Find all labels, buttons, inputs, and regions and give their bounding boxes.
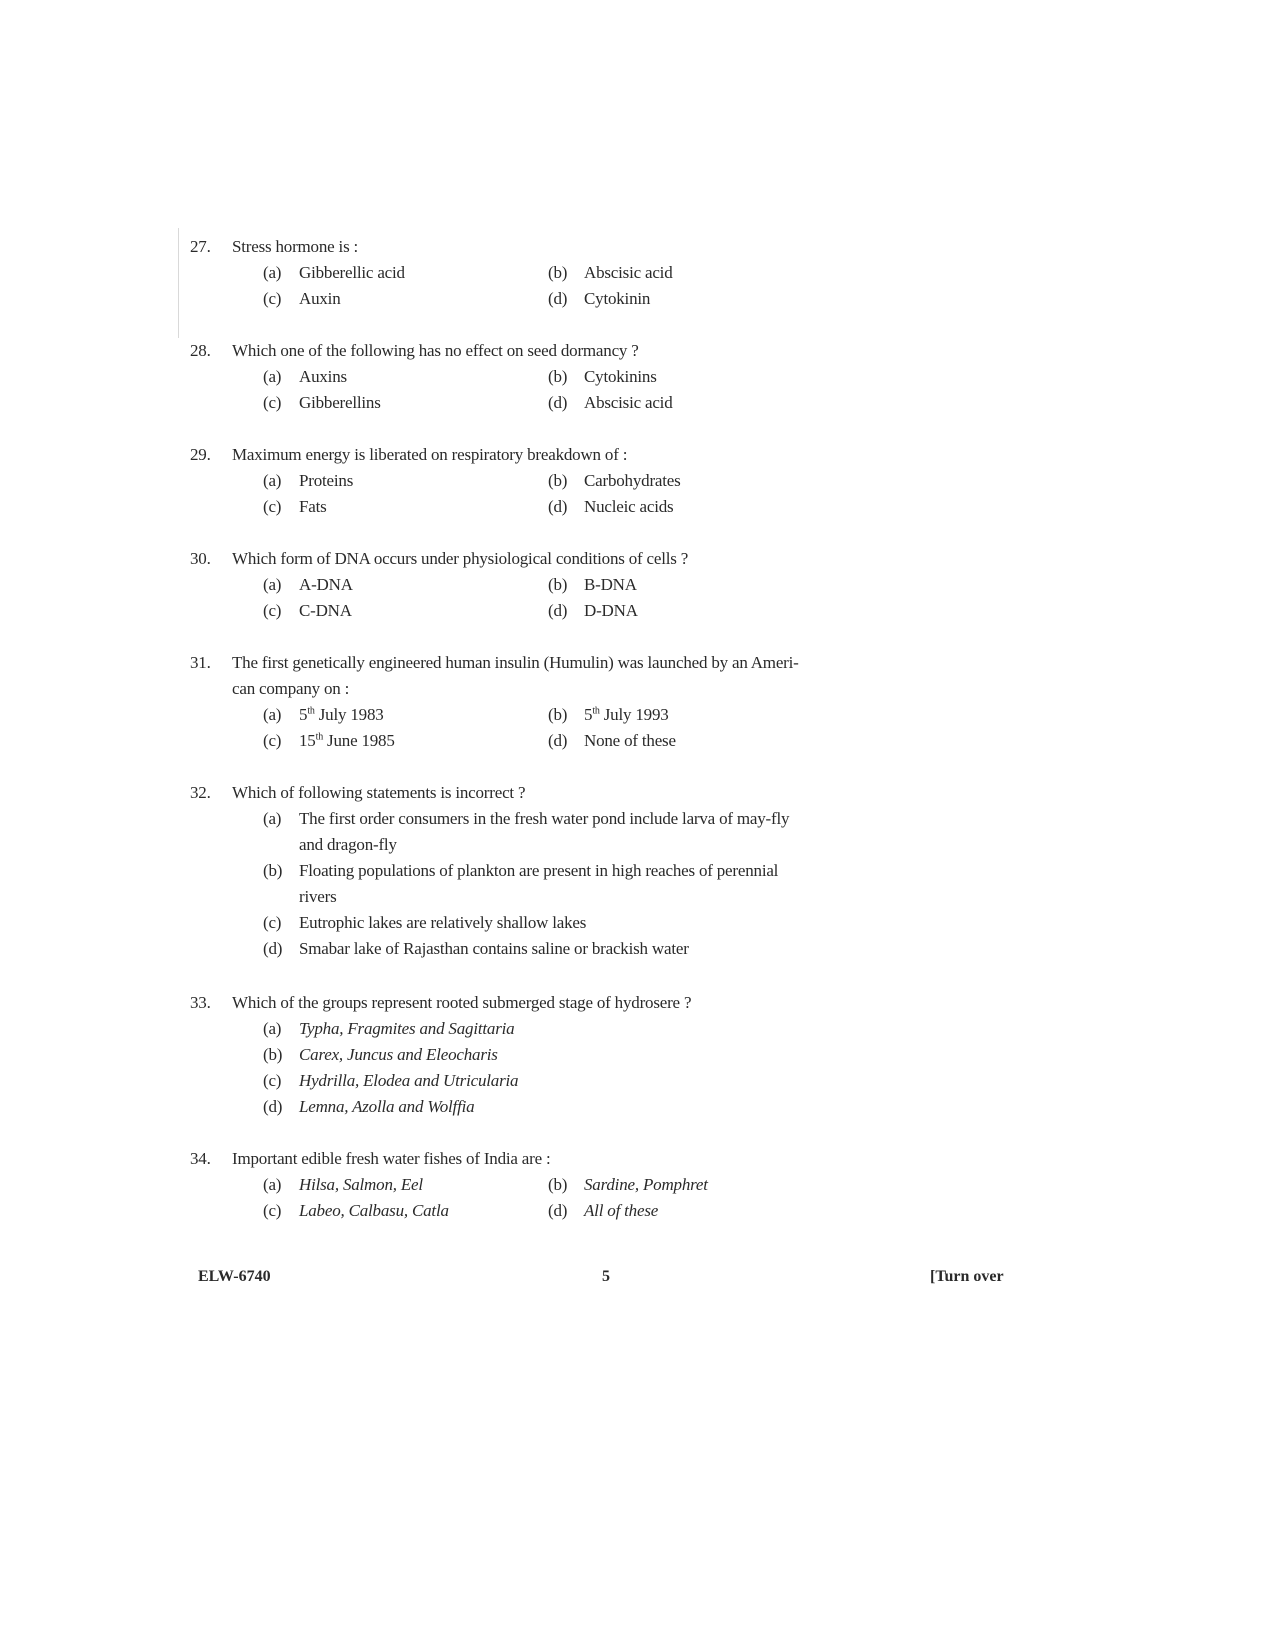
option-label: (d) bbox=[548, 731, 568, 750]
option-label: (b) bbox=[263, 1045, 283, 1064]
options bbox=[263, 702, 1050, 754]
option-label: (a) bbox=[263, 575, 282, 594]
option-text: Carbohydrates bbox=[584, 471, 681, 490]
question-number: 32. bbox=[190, 783, 211, 802]
option-label: (b) bbox=[263, 861, 283, 880]
option-a bbox=[263, 806, 823, 858]
options bbox=[263, 468, 1050, 520]
option-a bbox=[263, 572, 548, 598]
question-text: Maximum energy is liberated on respiratory breakdown of : bbox=[232, 445, 628, 464]
page-number: 5 bbox=[602, 1268, 610, 1285]
option-text: None of these bbox=[584, 731, 676, 750]
option-label: (a) bbox=[263, 367, 282, 386]
option-text: Floating populations of plankton are present in high reaches of perennial rivers bbox=[299, 861, 779, 906]
question-31 bbox=[190, 650, 1050, 754]
option-c bbox=[263, 910, 823, 936]
option-b bbox=[548, 1172, 833, 1198]
question-number: 31. bbox=[190, 653, 211, 672]
question-29 bbox=[190, 442, 1050, 520]
option-a bbox=[263, 1172, 548, 1198]
option-label: (d) bbox=[263, 1097, 283, 1116]
scan-margin-line bbox=[178, 228, 179, 338]
option-label: (c) bbox=[263, 601, 282, 620]
options bbox=[263, 806, 823, 962]
option-b bbox=[263, 1042, 823, 1068]
option-text: The first order consumers in the fresh water pond include larva of may-fly and dragon-fly bbox=[299, 809, 790, 854]
option-d bbox=[263, 936, 823, 962]
question-33 bbox=[190, 990, 1050, 1120]
option-text: Carex, Juncus and Eleocharis bbox=[299, 1045, 498, 1064]
option-c bbox=[263, 286, 548, 312]
option-text: B-DNA bbox=[584, 575, 637, 594]
option-a bbox=[263, 468, 548, 494]
option-text: Sardine, Pomphret bbox=[584, 1175, 708, 1194]
question-number: 28. bbox=[190, 341, 211, 360]
option-text: Eutrophic lakes are relatively shallow lakes bbox=[299, 913, 587, 932]
option-text: C-DNA bbox=[299, 601, 352, 620]
option-label: (b) bbox=[548, 367, 568, 386]
option-label: (b) bbox=[548, 263, 568, 282]
option-text: Auxins bbox=[299, 367, 347, 386]
option-d bbox=[548, 390, 833, 416]
option-label: (c) bbox=[263, 289, 282, 308]
option-text: D-DNA bbox=[584, 601, 638, 620]
option-label: (d) bbox=[548, 289, 568, 308]
option-label: (d) bbox=[263, 939, 283, 958]
option-text: Abscisic acid bbox=[584, 393, 673, 412]
option-label: (a) bbox=[263, 1019, 282, 1038]
option-a bbox=[263, 702, 548, 728]
option-label: (c) bbox=[263, 1201, 282, 1220]
option-label: (b) bbox=[548, 1175, 568, 1194]
turn-over-note: [Turn over bbox=[930, 1268, 1004, 1285]
option-text: Hydrilla, Elodea and Utricularia bbox=[299, 1071, 519, 1090]
option-text: Gibberellins bbox=[299, 393, 381, 412]
question-text: Which form of DNA occurs under physiological conditions of cells ? bbox=[232, 549, 689, 568]
option-label: (a) bbox=[263, 1175, 282, 1194]
question-number: 33. bbox=[190, 993, 211, 1012]
question-number: 27. bbox=[190, 237, 211, 256]
option-label: (a) bbox=[263, 705, 282, 724]
option-label: (d) bbox=[548, 497, 568, 516]
options bbox=[263, 260, 1050, 312]
option-label: (c) bbox=[263, 497, 282, 516]
option-label: (c) bbox=[263, 393, 282, 412]
question-34 bbox=[190, 1146, 1050, 1224]
question-text: Which one of the following has no effect on seed dormancy ? bbox=[232, 341, 639, 360]
options bbox=[263, 1172, 1050, 1224]
option-text: Gibberellic acid bbox=[299, 263, 405, 282]
option-d bbox=[263, 1094, 823, 1120]
option-label: (a) bbox=[263, 809, 282, 828]
option-text: Auxin bbox=[299, 289, 341, 308]
option-a bbox=[263, 1016, 823, 1042]
option-b bbox=[548, 364, 833, 390]
question-27 bbox=[190, 234, 1050, 312]
option-d bbox=[548, 286, 833, 312]
option-label: (d) bbox=[548, 601, 568, 620]
question-text-line-2: can company on : bbox=[232, 679, 350, 698]
option-label: (c) bbox=[263, 731, 282, 750]
question-text: Important edible fresh water fishes of India are : bbox=[232, 1149, 551, 1168]
option-d bbox=[548, 494, 833, 520]
option-text: 5th July 1993 bbox=[584, 705, 669, 724]
option-c bbox=[263, 494, 548, 520]
option-text: Fats bbox=[299, 497, 327, 516]
option-label: (a) bbox=[263, 471, 282, 490]
option-c bbox=[263, 390, 548, 416]
option-text: All of these bbox=[584, 1201, 659, 1220]
options bbox=[263, 1016, 823, 1120]
option-c bbox=[263, 1068, 823, 1094]
options bbox=[263, 572, 1050, 624]
option-a bbox=[263, 364, 548, 390]
option-label: (a) bbox=[263, 263, 282, 282]
option-b bbox=[548, 572, 833, 598]
question-text bbox=[232, 650, 1050, 702]
option-text: Cytokinin bbox=[584, 289, 651, 308]
option-text: Abscisic acid bbox=[584, 263, 673, 282]
question-28 bbox=[190, 338, 1050, 416]
option-text: A-DNA bbox=[299, 575, 353, 594]
option-label: (c) bbox=[263, 1071, 282, 1090]
option-b bbox=[548, 260, 833, 286]
option-label: (b) bbox=[548, 575, 568, 594]
option-label: (b) bbox=[548, 471, 568, 490]
option-text: Hilsa, Salmon, Eel bbox=[299, 1175, 423, 1194]
option-b bbox=[548, 702, 833, 728]
option-d bbox=[548, 1198, 833, 1224]
question-number: 30. bbox=[190, 549, 211, 568]
option-d bbox=[548, 728, 833, 754]
question-text-line-1: The first genetically engineered human insulin (Humulin) was launched by an Ameri- bbox=[232, 653, 799, 672]
option-text: 5th July 1983 bbox=[299, 705, 384, 724]
option-text: Lemna, Azolla and Wolffia bbox=[299, 1097, 475, 1116]
option-label: (c) bbox=[263, 913, 282, 932]
option-label: (b) bbox=[548, 705, 568, 724]
option-text: Labeo, Calbasu, Catla bbox=[299, 1201, 449, 1220]
option-text: Smabar lake of Rajasthan contains saline or brackish water bbox=[299, 939, 689, 958]
question-32 bbox=[190, 780, 1050, 962]
option-b bbox=[263, 858, 823, 910]
question-text: Which of the groups represent rooted submerged stage of hydrosere ? bbox=[232, 993, 692, 1012]
option-b bbox=[548, 468, 833, 494]
option-text: Cytokinins bbox=[584, 367, 657, 386]
option-c bbox=[263, 1198, 548, 1224]
question-number: 29. bbox=[190, 445, 211, 464]
option-text: Nucleic acids bbox=[584, 497, 674, 516]
option-a bbox=[263, 260, 548, 286]
question-30 bbox=[190, 546, 1050, 624]
paper-code: ELW-6740 bbox=[198, 1268, 271, 1285]
question-number: 34. bbox=[190, 1149, 211, 1168]
option-text: Typha, Fragmites and Sagittaria bbox=[299, 1019, 515, 1038]
option-text: Proteins bbox=[299, 471, 354, 490]
option-c bbox=[263, 598, 548, 624]
question-text: Stress hormone is : bbox=[232, 237, 359, 256]
option-label: (d) bbox=[548, 1201, 568, 1220]
options bbox=[263, 364, 1050, 416]
option-text: 15th June 1985 bbox=[299, 731, 395, 750]
option-label: (d) bbox=[548, 393, 568, 412]
question-text: Which of following statements is incorrect ? bbox=[232, 783, 526, 802]
option-c bbox=[263, 728, 548, 754]
option-d bbox=[548, 598, 833, 624]
